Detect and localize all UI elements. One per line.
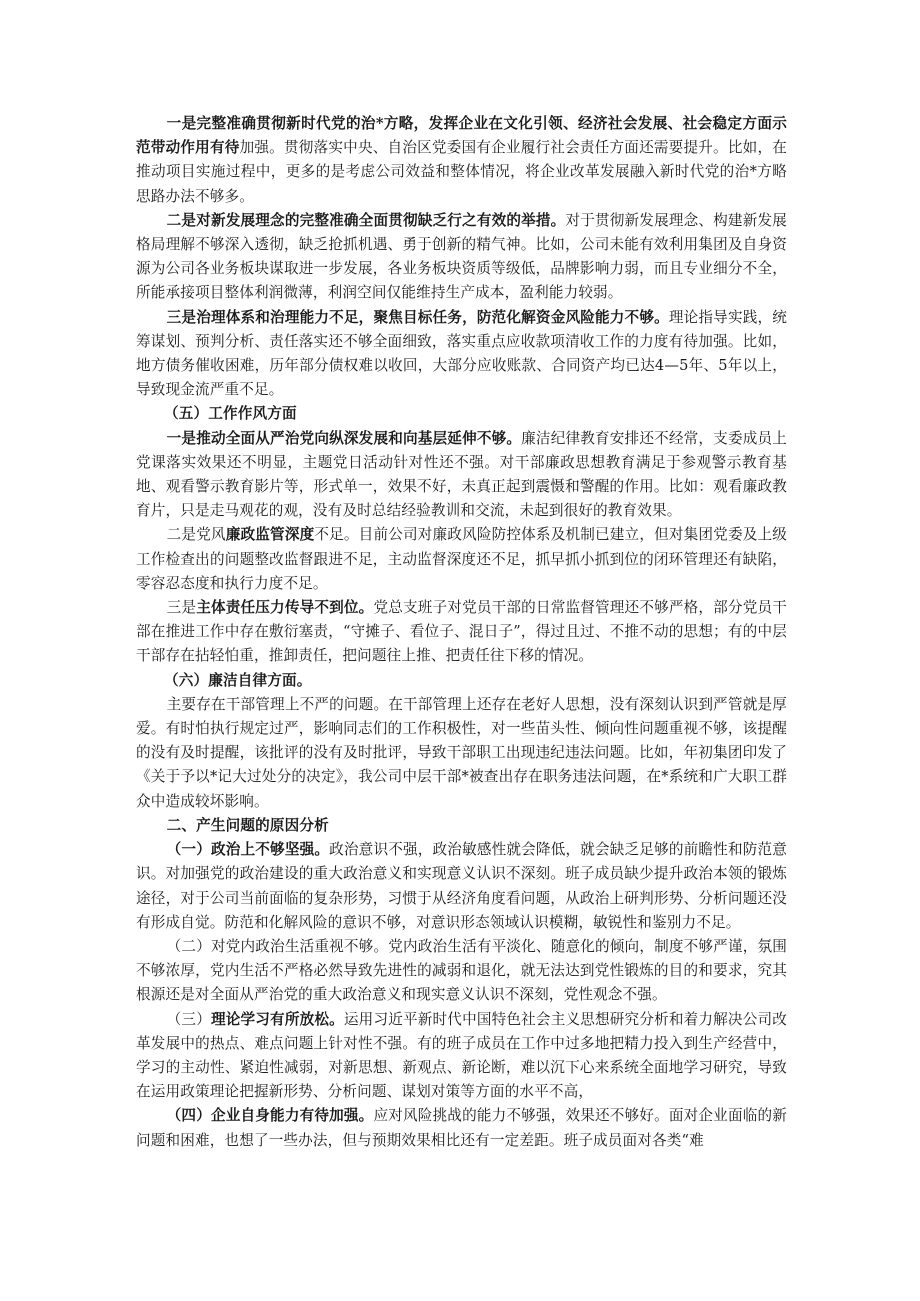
paragraph-14: [136, 1104, 787, 1152]
paragraph-text: 党总支班子对党员干部的日常监督管理还不够严格，部分党员干部在推进工作中存在敷衍塞责，“守摊子、看位子、混日子”，得过且过、不推不动的思想；有的中层干部存在拈轻怕重，推卸责任，把问题往上推、把责任往下移的情况。: [136, 599, 787, 665]
paragraph-11: [136, 838, 787, 935]
paragraph-text: 理论指导实践，统筹谋划、预判分析、责任落实还不够全面细致，落实重点应收款项清收工作的力度有待加强。比如，地方债务催收困难，历年部分债权难以收回，大部分应收账款、合同资产均已达4—5年、5年以上，导致现金流严重不足。: [136, 308, 787, 399]
paragraph-text: 不足。目前公司对廉政风险防控体系及机制已建立，但对集团党委及上级工作检查出的问题整改监督跟进不足，主动监督深度还不足，抓早抓小抓到位的闭环管理还有缺陷，零容忍态度和执行力度不足。: [136, 526, 787, 592]
paragraph-2: [136, 209, 787, 306]
section-heading-cause-analysis: [136, 814, 787, 838]
paragraph-1: [136, 112, 787, 209]
section-heading-work-style: [136, 402, 787, 426]
paragraph-5: [136, 427, 787, 524]
paragraph-text: 三是: [166, 599, 197, 617]
paragraph-13: [136, 1008, 787, 1105]
paragraph-text: 二是党风: [166, 526, 226, 544]
paragraph-text: 应对风险挑战的能力不够强，效果还不够好。面对企业面临的新问题和困难，也想了一些办法，但与预期效果相比还有一定差距。班子成员面对各类“难: [136, 1107, 788, 1149]
paragraph-text: （二）对党内政治生活重视不够。党内政治生活有平淡化、随意化的倾向，制度不够严谨，氛围不够浓厚，党内生活不严格必然导致先进性的减弱和退化，就无法达到党性锻炼的目的和要求，究其根源还是对全面从严治党的重大政治意义和现实意义认识不深刻，党性观念不强。: [136, 937, 787, 1004]
paragraph-6: [136, 523, 787, 596]
paragraph-emphasis: 廉政监管深度: [225, 526, 315, 544]
paragraph-text: 加强。贯彻落实中央、自治区党委国有企业履行社会责任方面还需要提升。比如，在推动项目实施过程中，更多的是考虑公司效益和整体情况，将企业改革发展融入新时代党的治*方略思路办法不够多。: [136, 139, 787, 205]
paragraph-9: [136, 693, 787, 814]
section-heading: （六）廉洁自律方面。: [164, 671, 312, 689]
paragraph-heading: 一是推动全面从严治党向纵深发展和向基层延伸不够。: [166, 429, 522, 447]
paragraph-heading: （一）政治上不够坚强。: [166, 841, 330, 859]
paragraph-text: （三）: [166, 1010, 211, 1028]
paragraph-text: 主要存在干部管理上不严的问题。在干部管理上还存在老好人思想，没有深刻认识到严管就是厚爱。有时怕执行规定过严，影响同志们的工作积极性，对一些苗头性、倾向性问题重视不够，该提醒的没有及时提醒，该批评的没有及时批评，导致干部职工出现违纪违法问题。比如，年初集团印发了《关于予以*记大过处分的决定》，我公司中层干部*被查出存在职务违法问题，在*系统和广大职工群众中造成较坏影响。: [136, 695, 787, 810]
document-body: [136, 112, 787, 1153]
paragraph-emphasis: 理论学习有所放松。: [210, 1010, 344, 1028]
paragraph-heading: 三是治理体系和治理能力不足，聚焦目标任务，防范化解资金风险能力不够。: [166, 308, 669, 326]
paragraph-7: [136, 596, 787, 669]
paragraph-text: 对于贯彻新发展理念、构建新发展格局理解不够深入透彻，缺乏抢抓机遇、勇于创新的精气神。比如，公司未能有效利用集团及自身资源为公司各业务板块谋取进一步发展，各业务板块资质等级低，品牌影响力弱，而且专业细分不全，所能承接项目整体利润微薄，利润空间仅能维持生产成本，盈利能力较弱。: [136, 211, 787, 302]
paragraph-3: [136, 306, 787, 403]
section-heading: （五）工作作风方面: [164, 405, 297, 423]
paragraph-emphasis: 主体责任压力传导不到位。: [196, 599, 374, 617]
section-heading: 二、产生问题的原因分析: [166, 816, 329, 834]
paragraph-heading: （四）企业自身能力有待加强。: [166, 1107, 374, 1125]
paragraph-heading: 二是对新发展理念的完整准确全面贯彻缺乏行之有效的举措。: [166, 211, 566, 229]
paragraph-text: 廉洁纪律教育安排还不经常，支委成员上党课落实效果还不明显，主题党日活动针对性还不强。对干部廉政思想教育满足于参观警示教育基地、观看警示教育影片等，形式单一，效果不好，未真正起到震慑和警醒的作用。比如：观看廉政教育片，只是走马观花的观，没有及时总结经验教训和交流，未起到很好的教育效果。: [136, 429, 787, 520]
paragraph-heading: 一是完整准确贯彻新时代党的治*方略，发挥企业在文化引领、经济社会发展、社会稳定方面示范带动作用有待: [136, 115, 787, 157]
paragraph-text: 运用习近平新时代中国特色社会主义思想研究分析和着力解决公司改革发展中的热点、难点问题上针对性不强。有的班子成员在工作中过多地把精力投入到生产经营中，学习的主动性、紧迫性减弱，对新思想、新观点、新论断，难以沉下心来系统全面地学习研究，导致在运用政策理论把握新形势、分析问题、谋划对策等方面的水平不高，: [136, 1010, 787, 1101]
paragraph-text: 政治意识不强，政治敏感性就会降低，就会缺乏足够的前瞻性和防范意识。对加强党的政治建设的重大政治意义和实现意义认识不深刻。班子成员缺少提升政治本领的锻炼途径，对于公司当前面临的复杂形势，习惯于从经济角度看问题，从政治上研判形势、分析问题还没有形成自觉。防范和化解风险的意识不够，对意识形态领域认识模糊，敏锐性和鉴别力不足。: [136, 841, 787, 931]
paragraph-12: [136, 935, 787, 1008]
section-heading-integrity: [136, 669, 787, 693]
